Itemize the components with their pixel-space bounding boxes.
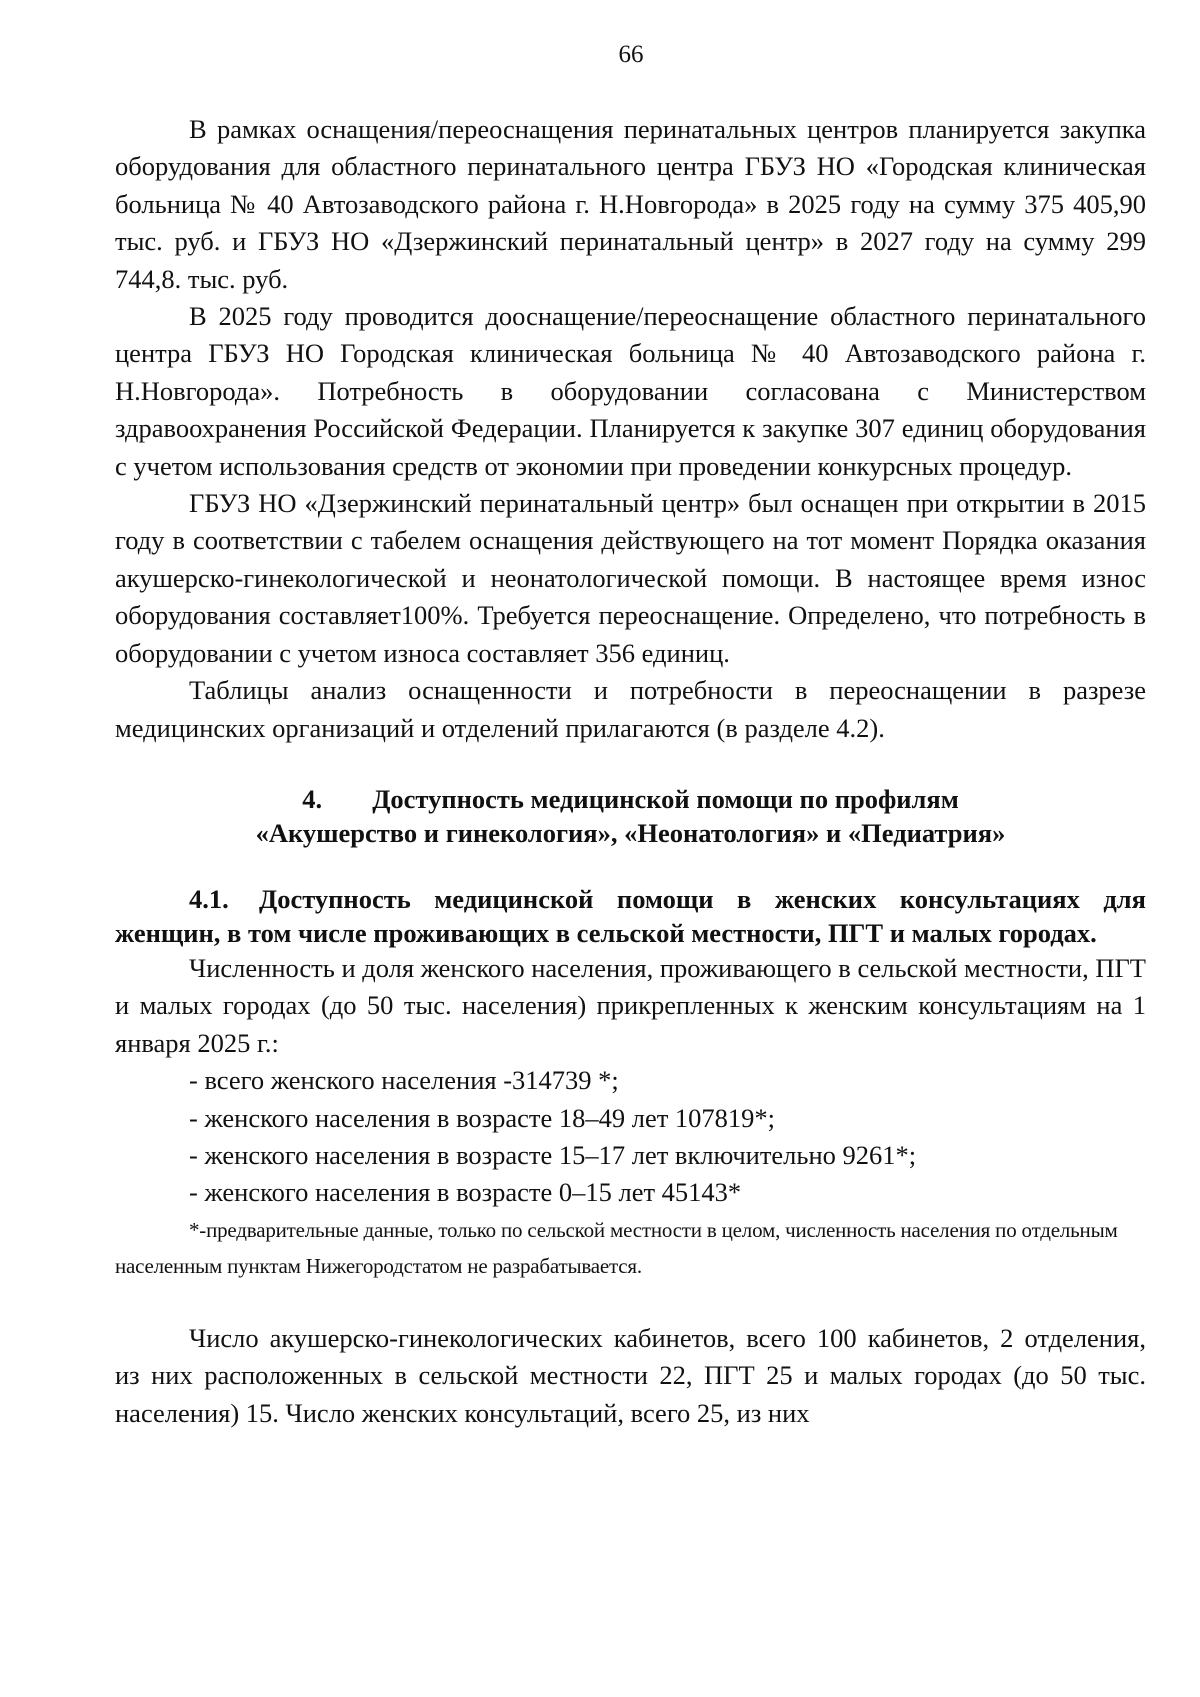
paragraph-dzerzhinsk-center: ГБУЗ НО «Дзержинский перинатальный центр» был оснащен при открытии в 2015 году в соответствии с табелем оснащения действующего на тот момент Порядка оказания акушерско-гинекологической и неонатологической помощи. В настоящее время износ оборудования составляет100%. Требуется переоснащение. Определено, что потребность в оборудовании с учетом износа составляет 356 единиц. bbox=[115, 488, 1146, 668]
section-heading bbox=[115, 782, 1146, 850]
subsection-heading bbox=[115, 882, 1146, 950]
page-content bbox=[115, 111, 1146, 1432]
paragraph-cabinets-count: Число акушерско-гинекологических кабинетов, всего 100 кабинетов, 2 отделения, из них расположенных в сельской местности 22, ПГТ 25 и малых городах (до 50 тыс. населения) 15. Число женских консультаций, всего 25, из них bbox=[115, 1322, 1146, 1428]
list-item-female-18-49: - женского населения в возрасте 18–49 лет 107819*; bbox=[189, 1102, 776, 1133]
section-number: 4. bbox=[302, 783, 323, 814]
section-title-line1: Доступность медицинской помощи по профилям bbox=[372, 783, 959, 814]
section-title-line2: «Акушерство и гинекология», «Неонатология» и «Педиатрия» bbox=[255, 817, 1006, 848]
page-number: 66 bbox=[618, 41, 644, 68]
list-item-female-0-15: - женского населения в возрасте 0–15 лет 45143* bbox=[189, 1177, 742, 1208]
paragraph-equipment-purchase: В рамках оснащения/переоснащения перинатальных центров планируется закупка оборудования для областного перинатального центра ГБУЗ НО «Городская клиническая больница № 40 Автозаводского района г. Н.Новгорода» в 2025 году на сумму 375 405,90 тыс. руб. и ГБУЗ НО «Дзержинский перинатальный центр» в 2027 году на сумму 299 744,8. тыс. руб. bbox=[115, 114, 1146, 294]
subsection-number: 4.1. bbox=[189, 883, 229, 914]
list-item-female-15-17: - женского населения в возрасте 15–17 лет включительно 9261*; bbox=[189, 1139, 917, 1170]
paragraph-population-intro: Численность и доля женского населения, проживающего в сельской местности, ПГТ и малых городах (до 50 тыс. населения) прикрепленных к женским консультациям на 1 января 2025 г.: bbox=[115, 952, 1146, 1058]
subsection-title: Доступность медицинской помощи в женских консультациях для женщин, в том числе проживающих в сельской местности, ПГТ и малых городах. bbox=[115, 883, 1146, 948]
paragraph-reequipment-2025: В 2025 году проводится дооснащение/переоснащение областного перинатального центра ГБУЗ НО Городская клиническая больница № 40 Автозаводского района г. Н.Новгорода». Потребность в оборудовании согласована с Министерством здравоохранения Российской Федерации. Планируется к закупке 307 единиц оборудования с учетом использования средств от экономии при проведении конкурсных процедур. bbox=[115, 301, 1146, 481]
paragraph-tables-note: Таблицы анализ оснащенности и потребности в переоснащении в разрезе медицинских организаций и отделений прилагаются (в разделе 4.2). bbox=[115, 675, 1146, 743]
spacer bbox=[115, 1284, 1146, 1320]
list-item-total-female: - всего женского населения -314739 *; bbox=[189, 1065, 619, 1096]
footnote: *-предварительные данные, только по сельской местности в целом, численность населения по отдельным населенным пунктам Нижегородстатом не разрабатывается. bbox=[115, 1217, 1118, 1278]
section-heading-line1 bbox=[115, 782, 1146, 816]
